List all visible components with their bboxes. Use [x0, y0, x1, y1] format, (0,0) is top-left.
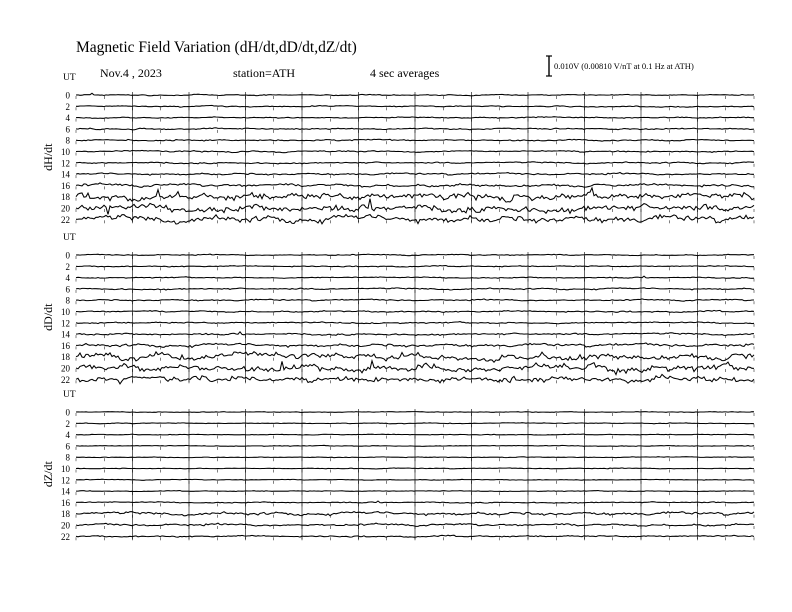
hour-label: 10	[61, 307, 70, 317]
hour-label: 10	[61, 464, 70, 474]
panel-ylabel: dD/dt	[41, 303, 55, 331]
hour-label: 12	[61, 318, 70, 329]
trace-line	[76, 457, 754, 458]
hour-label: 16	[61, 340, 70, 351]
trace-line	[76, 491, 754, 492]
panel-ylabel: dH/dt	[41, 143, 55, 171]
hour-label: 2	[65, 418, 70, 429]
station-label: station=ATH	[233, 66, 296, 80]
hour-label: 20	[61, 203, 70, 214]
hour-label: 8	[65, 135, 70, 146]
hour-label: 20	[61, 520, 70, 531]
averaging-label: 4 sec averages	[370, 66, 440, 80]
hour-label: 8	[65, 452, 70, 463]
trace-line	[76, 468, 754, 469]
hour-label: 22	[61, 374, 70, 385]
ut-label: UT	[63, 73, 76, 83]
hour-label: 4	[65, 273, 70, 284]
hour-label: 6	[65, 441, 70, 452]
hour-label: 6	[65, 284, 70, 295]
hour-label: 2	[65, 261, 70, 272]
trace-line	[76, 434, 754, 435]
hour-label: 18	[61, 509, 70, 520]
scale-label: 0.010V (0.00810 V/nT at 0.1 Hz at ATH)	[554, 61, 694, 71]
hour-label: 14	[61, 169, 70, 180]
chart-title: Magnetic Field Variation (dH/dt,dD/dt,dZ/dt)	[76, 39, 357, 56]
hour-label: 18	[61, 352, 70, 363]
hour-label: 12	[61, 158, 70, 169]
trace-line	[76, 423, 754, 424]
hour-label: 22	[61, 531, 70, 542]
hour-label: 0	[65, 90, 70, 101]
hour-label: 14	[61, 329, 70, 340]
hour-label: 8	[65, 295, 70, 306]
hour-label: 20	[61, 363, 70, 374]
hour-label: 16	[61, 497, 70, 508]
hour-label: 16	[61, 180, 70, 191]
hour-label: 22	[61, 214, 70, 225]
hour-label: 18	[61, 192, 70, 203]
date-label: Nov.4 , 2023	[100, 66, 162, 80]
ut-label: UT	[63, 233, 76, 243]
hour-label: 0	[65, 407, 70, 418]
hour-label: 12	[61, 475, 70, 486]
hour-label: 2	[65, 101, 70, 112]
hour-label: 4	[65, 430, 70, 441]
hour-label: 10	[61, 147, 70, 157]
hour-label: 14	[61, 486, 70, 497]
hour-label: 0	[65, 250, 70, 261]
ut-label: UT	[63, 390, 76, 400]
hour-label: 4	[65, 113, 70, 124]
panel-ylabel: dZ/dt	[41, 461, 55, 488]
hour-label: 6	[65, 124, 70, 135]
